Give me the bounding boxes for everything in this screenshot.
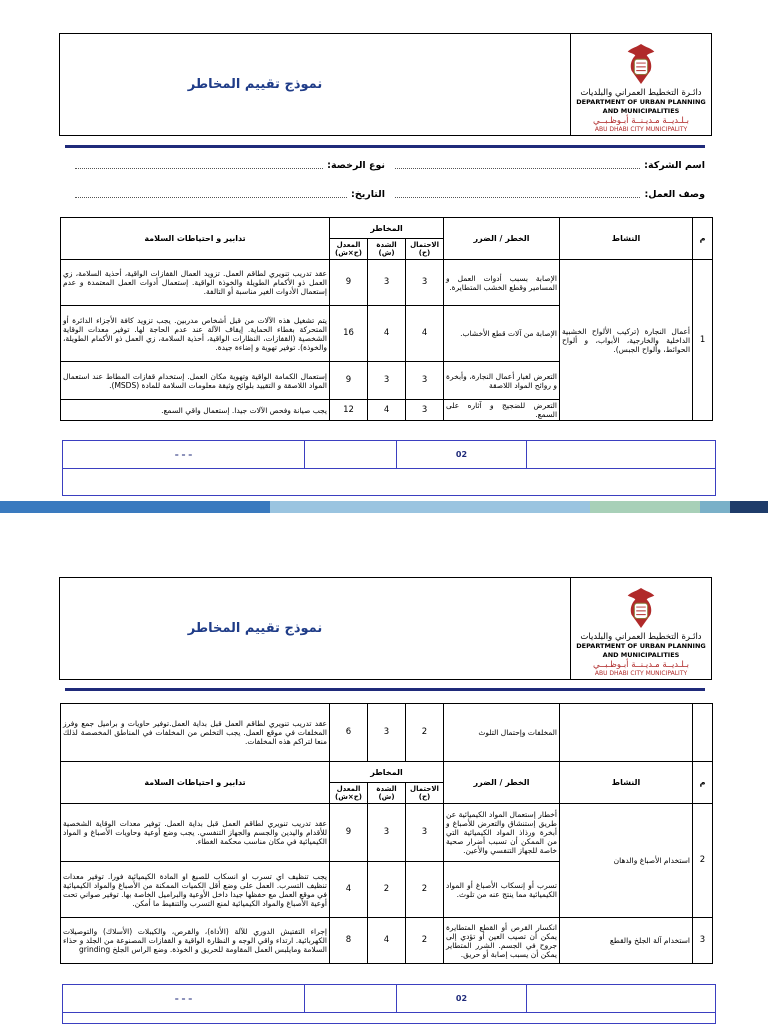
falcon-emblem-icon [622,42,660,86]
col-hazard: الخطر / الضرر [444,762,560,804]
measures-cell: يجب تنظيف اي تسرب او انسكاب للصبغ او المادة الكيميائية فورا. توفير معدات تنظيف التسرب. العمل على وضع أقل الكميات الممكنة من الأصباغ والمواد الكيميائية في موقع العمل مع حفظها جيدا داخل الأوعية والبراميل الخاصة بها. توفير صواني تحت أوعية الأصباغ والمواد الكيميائية لمنع التسرب والتنقيط ما أمكن. [61,862,330,918]
hazard-cell: الإصابة بسبب أدوات العمل و المسامير وقطع الخشب المتطايرة. [444,260,560,306]
activity-cell: استخدام الأصباغ والدهان [560,804,693,918]
date-field[interactable] [75,189,347,198]
form-title: نموذج تقييم المخاطر [187,621,323,636]
probability-cell: 2 [406,918,444,964]
row-no: 1 [693,260,713,421]
hazard-cell: التعرض لغبار أعمال النجارة، وأبخرة و روائح المواد اللاصقة [444,362,560,400]
hazard-cell: انكسار القرص أو القطع المتطايرة يمكن أن تصيب العين أو تؤدي إلى جروح في الجسم. الشرر المتطاير يمكن أن يسبب إصابة أو حريق. [444,918,560,964]
col-risks: المخاطر [330,762,444,783]
probability-cell: 3 [406,362,444,400]
falcon-emblem-icon [622,586,660,630]
probability-cell: 2 [406,862,444,918]
rate-cell: 9 [330,362,368,400]
col-activity: النشاط [560,762,693,804]
form-title: نموذج تقييم المخاطر [187,77,323,92]
measures-cell: إجراء التفتيش الدوري للآلة (الأداة)، والقرص، والكيبلات (الأسلاك) والتوصيلات الكهربائية. ارتداء واقي الوجه و النظارة الواقية و القفازات المصنوعة من الجلد و حذاء السلامة ومايلبس العمل المقاومة للحريق و الخوذة. وضع الراس الجلخ grinding [61,918,330,964]
header-box [59,577,712,680]
severity-cell: 3 [368,804,406,862]
measures-cell: عقد تدريب تنويري لطاقم العمل. تزويد العمال القفازات الواقية، أحذية السلامة، زي العمل ذو الأكمام الطويلة والخوذة الواقية. إستعمال أدوات العمل المعتمدة و عدم إستعمال الأدوات الغير مناسبة أو التالفة. [61,260,330,306]
header-rule [65,145,705,148]
license-label: نوع الرخصة: [327,160,385,171]
probability-cell: 3 [406,260,444,306]
risk-table-2 [60,703,713,964]
col-measures: تدابير و احتياطات السلامة [61,218,330,260]
severity-cell: 2 [368,862,406,918]
header-box [59,33,712,136]
footer-box [62,984,716,1024]
table-row [61,704,713,762]
rate-cell: 6 [330,704,368,762]
license-field[interactable] [75,160,323,169]
col-rate: المعدل (ح×ش) [330,783,368,804]
company-label: اسم الشركة: [644,160,705,171]
col-severity: الشدة (ش) [368,783,406,804]
probability-cell: 2 [406,704,444,762]
footer-code: 02 [396,985,526,1012]
col-probability: الاحتمال (ح) [406,239,444,260]
col-probability: الاحتمال (ح) [406,783,444,804]
measures-cell: عقد تدريب تنويري لطاقم العمل قبل بداية العمل. توفير معدات الوقاية الشخصية للأقدام واليدين والجسم والجهاز التنفسي. يجب وضع أوعية وحاويات الأصباغ و المواد الكيميائية في مكان مناسب محكمة الغطاء. [61,804,330,862]
company-field[interactable] [395,160,640,169]
activity-cell: استخدام آلة الجلخ والقطع [560,918,693,964]
probability-cell: 4 [406,306,444,362]
page-separator [0,501,768,513]
logo: دائـرة التخطيط العمراني والبلديات DEPARTMENT OF URBAN PLANNING AND MUNICIPALITIES بـلـديــة مـديـنــة أبـوظـبــي ABU DHABI CITY MUNICIPALITY [570,34,711,135]
hazard-cell: الإصابة من آلات قطع الأخشاب. [444,306,560,362]
risk-table-1 [60,217,713,421]
measures-cell: إستعمال الكمامة الواقية وتهوية مكان العمل. إستخدام قفازات المطاط عند استعمال المواد اللاصقة و التقييد بلوائح وثيقة معلومات السلامة للمادة (MSDS). [61,362,330,400]
col-severity: الشدة (ش) [368,239,406,260]
date-label: التاريخ: [351,189,385,200]
hazard-cell: التعرض للضجيج و آثاره على السمع. [444,400,560,421]
measures-cell: يجب صيانة وفحص الآلات جيدا. إستعمال واقي السمع. [61,400,330,421]
col-activity: النشاط [560,218,693,260]
col-measures: تدابير و احتياطات السلامة [61,762,330,804]
col-no: م [693,218,713,260]
rate-cell: 8 [330,918,368,964]
footer-dashes: – – – [174,994,193,1003]
row-no: 3 [693,918,713,964]
col-no: م [693,762,713,804]
row-no: 2 [693,804,713,918]
rate-cell: 4 [330,862,368,918]
footer-dashes: – – – [174,450,193,459]
work-desc-label: وصف العمل: [644,189,705,200]
hazard-cell: المخلفات وإحتمال التلوث [444,704,560,762]
activity-cell: أعمال النجارة (تركيب الألواح الخشبية الداخلية والخارجية، الأبواب، و ألواح الحوائط، وألواح الجبس). [560,260,693,421]
rate-cell: 16 [330,306,368,362]
severity-cell: 3 [368,260,406,306]
hazard-cell: تسرب أو إنسكاب الأصباغ أو المواد الكيميائية مما ينتج عنه من تلوث. [444,862,560,918]
measures-cell: عقد تدريب تنويري لطاقم العمل قبل بداية العمل.توفير حاويات و براميل جمع وفرز المخلفات في موقع العمل. يجب التخلص من المخلفات في المناطق المخصصة لذلك منعا لتراكم هذه المخلفات. [61,704,330,762]
rate-cell: 9 [330,260,368,306]
table-row [61,918,713,964]
hazard-cell: أخطار إستعمال المواد الكيميائية عن طريق إستنشاق والتعرض للأصباغ و أبخرة ورذاذ المواد الكيميائية التي من الممكن أن تسبب أضرار صحية خاصة للجهاز التنفسي والأعين. [444,804,560,862]
table-row [61,804,713,862]
probability-cell: 3 [406,400,444,421]
work-desc-field[interactable] [395,189,640,198]
severity-cell: 3 [368,704,406,762]
rate-cell: 9 [330,804,368,862]
col-risks: المخاطر [330,218,444,239]
col-rate: المعدل (ح×ش) [330,239,368,260]
table-row [61,260,713,306]
severity-cell: 3 [368,362,406,400]
col-hazard: الخطر / الضرر [444,218,560,260]
header-rule [65,688,705,691]
severity-cell: 4 [368,918,406,964]
probability-cell: 3 [406,804,444,862]
footer-box [62,440,716,496]
measures-cell: يتم تشغيل هذه الآلات من قبل أشخاص مدربين. يجب تزويد كافة الأجزاء الدائرة أو المتحركة بغطاء الحماية. إيقاف الآلة عند عدم الحاجة لها. توفير معدات الوقاية الشخصية (القفازات، النظارات الواقية، أحذية السلامة، زي العمل ذو الأكمام الطويلة، والخوذة). توفير تهوية و إضاءة جيدة. [61,306,330,362]
severity-cell: 4 [368,400,406,421]
rate-cell: 12 [330,400,368,421]
footer-code: 02 [396,441,526,468]
severity-cell: 4 [368,306,406,362]
logo: دائـرة التخطيط العمراني والبلديات DEPARTMENT OF URBAN PLANNING AND MUNICIPALITIES بـلـديــة مـديـنــة أبـوظـبــي ABU DHABI CITY MUNICIPALITY [570,578,711,679]
